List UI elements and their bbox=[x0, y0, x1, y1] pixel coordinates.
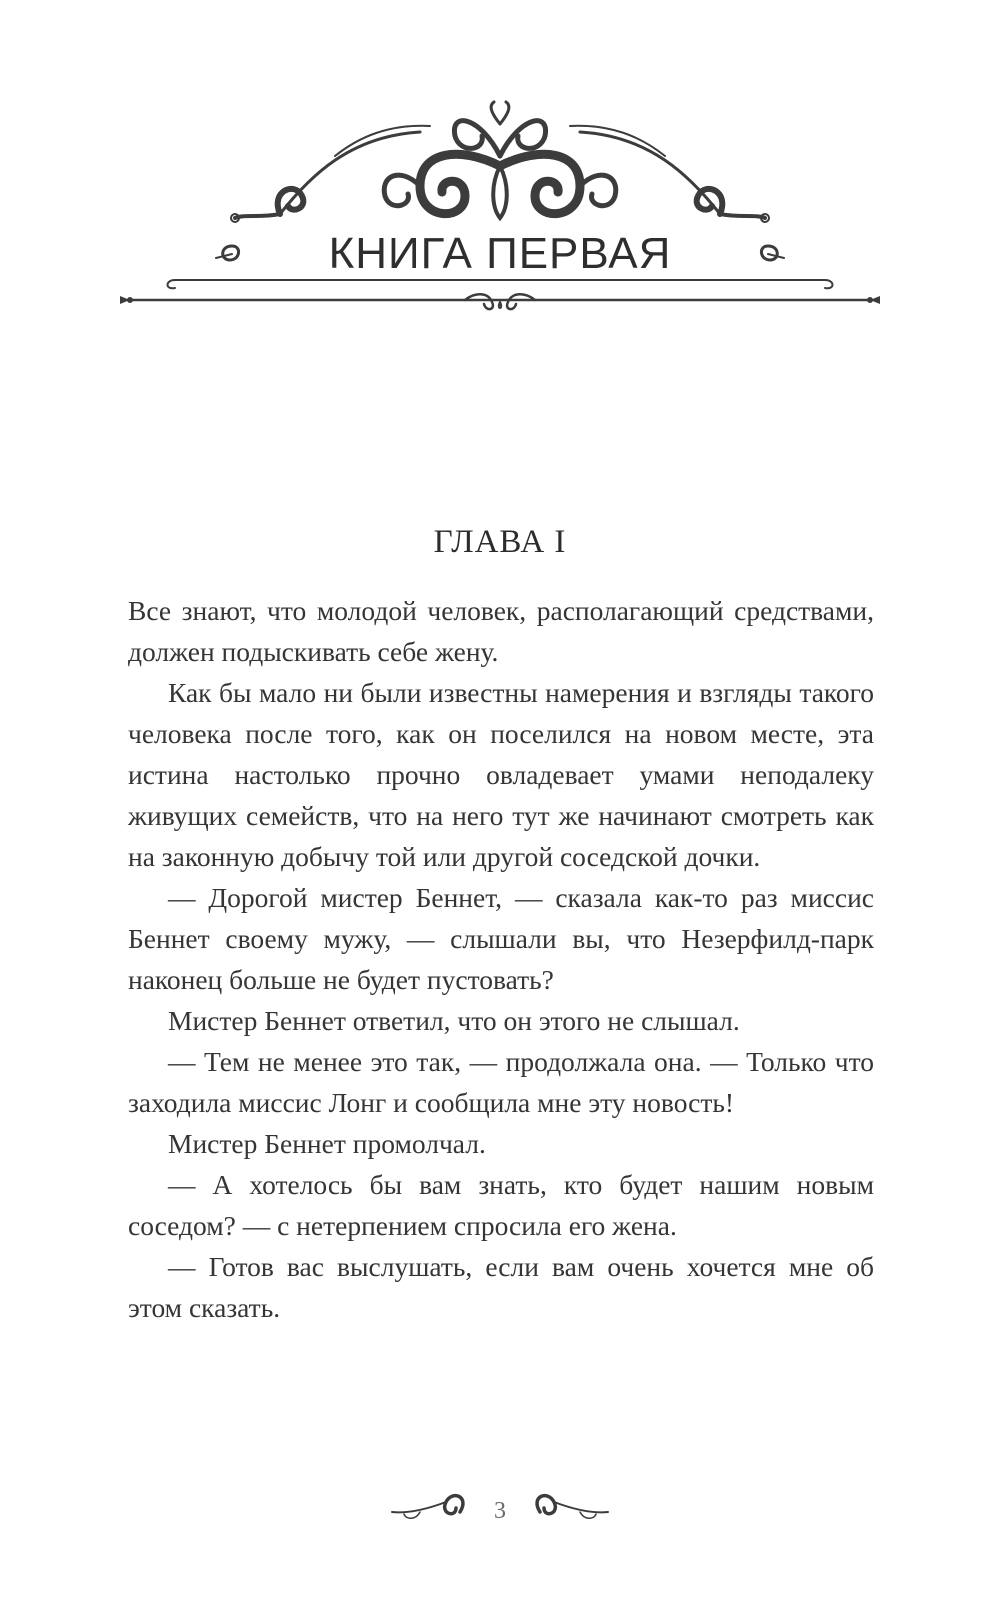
paragraph-6: Мистер Беннет промолчал. bbox=[168, 1128, 486, 1159]
chapter-body bbox=[128, 590, 874, 1328]
paragraph-1: Все знают, что молодой человек, располагающий средствами, должен подыскивать себе жену. bbox=[128, 595, 874, 667]
paragraph-4: Мистер Беннет ответил, что он этого не слышал. bbox=[168, 1005, 740, 1036]
book-title: КНИГА ПЕРВАЯ bbox=[328, 229, 672, 278]
paragraph-7: — А хотелось бы вам знать, кто будет нашим новым соседом? — с нетерпением спросила его жена. bbox=[128, 1169, 874, 1241]
paragraph-8: — Готов вас выслушать, если вам очень хочется мне об этом сказать. bbox=[128, 1251, 874, 1323]
ornamental-scroll-frame-icon bbox=[120, 96, 880, 326]
paragraph-2: Как бы мало ни были известны намерения и взгляды такого человека после того, как он поселился на новом месте, эта истина настолько прочно овладевает умами неподалеку живущих семейств, что на него тут же начинают смотреть как на законную добычу той или другой соседской дочки. bbox=[128, 677, 874, 872]
paragraph-5: — Тем не менее это так, — продолжала она. — Только что заходила миссис Лонг и сообщила мне эту новость! bbox=[128, 1046, 874, 1118]
chapter-title: ГЛАВА I bbox=[433, 524, 567, 560]
page-number: 3 bbox=[494, 1498, 506, 1524]
paragraph-3: — Дорогой мистер Беннет, — сказала как-то раз миссис Беннет своему мужу, — слышали вы, что Незерфилд-парк наконец больше не будет пустовать? bbox=[128, 882, 874, 995]
